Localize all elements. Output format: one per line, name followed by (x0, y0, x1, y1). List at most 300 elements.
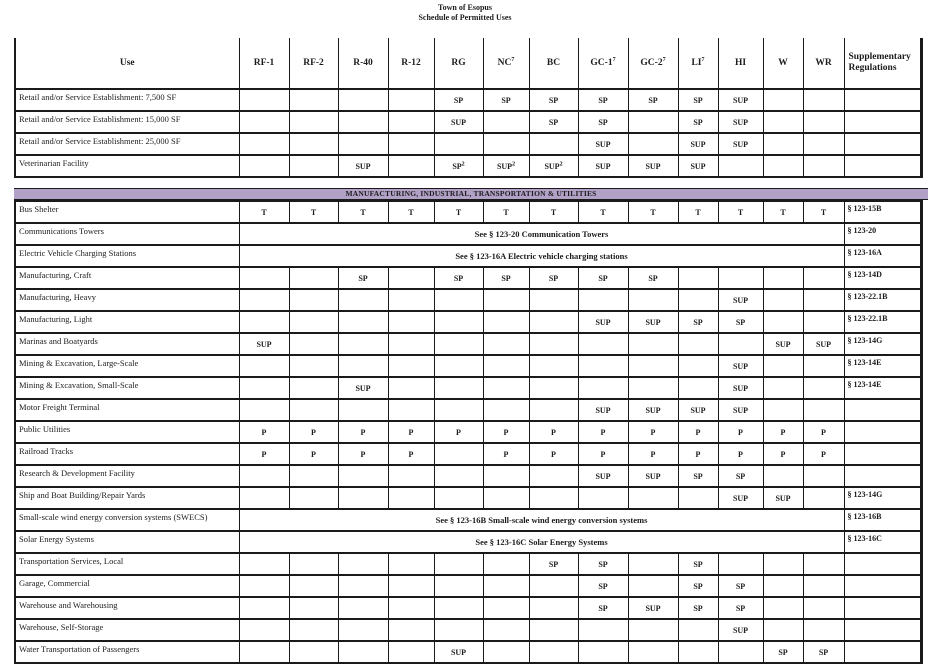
zone-permission-cell-rf-2: T (289, 201, 338, 223)
zone-permission-cell-gc-2: T (628, 201, 678, 223)
zone-permission-cell-bc (529, 133, 578, 155)
superscript: 2 (512, 160, 516, 167)
zone-permission-cell-r-40: SUP (338, 155, 388, 177)
zone-permission-cell-r-12 (388, 487, 434, 509)
supplementary-regulation-cell (844, 641, 921, 663)
use-cell: Retail and/or Service Establishment: 7,500 SF (15, 89, 239, 111)
supplementary-regulation-cell (844, 619, 921, 641)
zone-permission-cell-r-40 (338, 641, 388, 663)
zone-permission-cell-r-40 (338, 465, 388, 487)
column-header-zone-r-12: R-12 (388, 38, 434, 89)
zone-permission-cell-w (763, 267, 803, 289)
zone-permission-cell-hi: SP (718, 311, 763, 333)
zone-permission-cell-wr: P (803, 443, 844, 465)
zone-permission-cell-wr (803, 487, 844, 509)
zone-permission-cell-hi: SUP (718, 377, 763, 399)
zone-permission-cell-gc-2: SUP (628, 155, 678, 177)
zone-permission-cell-gc-2 (628, 111, 678, 133)
zone-permission-cell-r-40: T (338, 201, 388, 223)
table-row (15, 133, 921, 155)
zone-permission-cell-r-40 (338, 597, 388, 619)
zone-permission-cell-gc-2: SUP (628, 399, 678, 421)
zone-permission-cell-li: T (678, 201, 718, 223)
use-cell: Ship and Boat Building/Repair Yards (15, 487, 239, 509)
use-cell: Bus Shelter (15, 201, 239, 223)
zone-permission-cell-wr (803, 465, 844, 487)
use-cell: Water Transportation of Passengers (15, 641, 239, 663)
zone-permission-cell-rf-2 (289, 487, 338, 509)
zone-permission-cell-wr: SP (803, 641, 844, 663)
zone-permission-cell-rf-1 (239, 89, 289, 111)
zone-permission-cell-nc (483, 553, 529, 575)
table-row (15, 553, 921, 575)
zone-permission-cell-w: SP (763, 641, 803, 663)
zone-permission-cell-wr (803, 89, 844, 111)
zone-permission-cell-hi: P (718, 421, 763, 443)
zone-permission-cell-r-12: P (388, 443, 434, 465)
zone-permission-cell-li (678, 487, 718, 509)
table-row (15, 531, 921, 553)
zone-permission-cell-r-40 (338, 399, 388, 421)
zone-permission-cell-rf-1 (239, 355, 289, 377)
zone-permission-cell-rf-1 (239, 465, 289, 487)
zone-permission-cell-rg: SUP (434, 641, 483, 663)
zone-permission-cell-li (678, 377, 718, 399)
zone-permission-cell-gc-2: SUP (628, 597, 678, 619)
zone-permission-cell-bc (529, 465, 578, 487)
use-cell: Solar Energy Systems (15, 531, 239, 553)
column-header-supplementary-regulations: Supplementary Regulations (844, 38, 921, 89)
zone-permission-cell-hi: SUP (718, 399, 763, 421)
zone-permission-cell-rg (434, 443, 483, 465)
zone-permission-cell-r-40 (338, 355, 388, 377)
zone-permission-cell-w (763, 355, 803, 377)
zone-permission-cell-w (763, 597, 803, 619)
zone-permission-cell-rf-2: P (289, 421, 338, 443)
see-reference-cell: See § 123-16A Electric vehicle charging stations (239, 245, 844, 267)
zone-permission-cell-rf-1 (239, 155, 289, 177)
use-cell: Small-scale wind energy conversion systems (SWECS) (15, 509, 239, 531)
zone-permission-cell-gc-1: SP (578, 597, 628, 619)
zone-permission-cell-w (763, 575, 803, 597)
zone-permission-cell-gc-1 (578, 641, 628, 663)
zone-permission-cell-bc (529, 311, 578, 333)
zone-permission-cell-w (763, 289, 803, 311)
zone-permission-cell-rf-2 (289, 597, 338, 619)
zone-permission-cell-gc-1: SUP (578, 399, 628, 421)
table-row (15, 311, 921, 333)
zone-permission-cell-rg: $SP^2$ (434, 155, 483, 177)
supplementary-regulation-cell: § 123-14E (844, 377, 921, 399)
zone-permission-cell-r-40 (338, 111, 388, 133)
zone-permission-cell-rf-2 (289, 399, 338, 421)
supplementary-regulation-cell (844, 553, 921, 575)
table-row (15, 597, 921, 619)
supplementary-regulation-cell: § 123-16B (844, 509, 921, 531)
zone-permission-cell-bc: T (529, 201, 578, 223)
zone-permission-cell-nc (483, 111, 529, 133)
zone-permission-cell-hi (718, 155, 763, 177)
zone-permission-cell-rf-2 (289, 619, 338, 641)
zone-permission-cell-hi: P (718, 443, 763, 465)
zone-permission-cell-r-40 (338, 575, 388, 597)
table-row (15, 223, 921, 245)
zone-permission-cell-nc (483, 487, 529, 509)
zone-permission-cell-nc (483, 311, 529, 333)
use-cell: Warehouse and Warehousing (15, 597, 239, 619)
zone-permission-cell-nc (483, 133, 529, 155)
zone-permission-cell-rf-1 (239, 111, 289, 133)
zone-permission-cell-rg: P (434, 421, 483, 443)
zone-permission-cell-rf-2 (289, 155, 338, 177)
zone-permission-cell-bc: P (529, 421, 578, 443)
zone-permission-cell-bc: P (529, 443, 578, 465)
zone-permission-cell-gc-2 (628, 619, 678, 641)
zone-permission-cell-gc-1: SUP (578, 465, 628, 487)
superscript: 2 (559, 160, 563, 167)
zone-permission-cell-rf-2: P (289, 443, 338, 465)
zone-permission-cell-hi (718, 553, 763, 575)
zone-permission-cell-r-12 (388, 553, 434, 575)
supplementary-regulation-cell (844, 399, 921, 421)
column-header-zone-w: W (763, 38, 803, 89)
zone-permission-cell-nc: SUP$^2$ (483, 155, 529, 177)
supplementary-regulation-cell (844, 421, 921, 443)
zone-permission-cell-w (763, 311, 803, 333)
table-row (15, 333, 921, 355)
zone-permission-cell-r-12 (388, 333, 434, 355)
zone-permission-cell-rf-2 (289, 355, 338, 377)
zone-permission-cell-r-40 (338, 487, 388, 509)
zone-permission-cell-gc-1: T (578, 201, 628, 223)
zone-permission-cell-li: SUP (678, 399, 718, 421)
zone-permission-cell-gc-2: SUP (628, 465, 678, 487)
zone-permission-cell-bc (529, 289, 578, 311)
zone-permission-cell-gc-1: SP (578, 267, 628, 289)
zone-permission-cell-gc-1 (578, 289, 628, 311)
zone-permission-cell-wr (803, 155, 844, 177)
zone-permission-cell-nc (483, 289, 529, 311)
zone-permission-cell-r-12 (388, 355, 434, 377)
zone-permission-cell-rg (434, 289, 483, 311)
zone-permission-cell-rg: SP (434, 89, 483, 111)
column-header-zone-gc-2: $GC-2^7$ (628, 38, 678, 89)
zone-permission-cell-nc (483, 355, 529, 377)
table-row (15, 487, 921, 509)
zone-permission-cell-li: SP (678, 89, 718, 111)
zone-permission-cell-hi: T (718, 201, 763, 223)
use-cell: Motor Freight Terminal (15, 399, 239, 421)
zone-permission-cell-w: T (763, 201, 803, 223)
use-cell: Warehouse, Self-Storage (15, 619, 239, 641)
zone-permission-cell-bc (529, 355, 578, 377)
supplementary-regulation-cell: § 123-14D (844, 267, 921, 289)
zone-permission-cell-wr (803, 619, 844, 641)
use-cell: Mining & Excavation, Large-Scale (15, 355, 239, 377)
zone-permission-cell-r-12 (388, 89, 434, 111)
superscript: 7 (612, 56, 616, 63)
use-cell: Electric Vehicle Charging Stations (15, 245, 239, 267)
zone-permission-cell-wr (803, 399, 844, 421)
zone-permission-cell-r-40: SP (338, 267, 388, 289)
zone-permission-cell-w: SUP (763, 333, 803, 355)
zone-permission-cell-gc-1: SP (578, 553, 628, 575)
zone-permission-cell-wr (803, 355, 844, 377)
zone-permission-cell-bc: SP (529, 553, 578, 575)
supplementary-regulation-cell (844, 597, 921, 619)
zone-permission-cell-wr (803, 553, 844, 575)
zone-permission-cell-rf-1: P (239, 443, 289, 465)
supplementary-regulation-cell: § 123-14G (844, 333, 921, 355)
table-row (15, 619, 921, 641)
table-row (15, 155, 921, 177)
zone-permission-cell-hi: SUP (718, 487, 763, 509)
zone-permission-cell-r-12 (388, 377, 434, 399)
zone-permission-cell-rg (434, 619, 483, 641)
zone-permission-cell-gc-1: SP (578, 111, 628, 133)
zone-permission-cell-wr (803, 133, 844, 155)
zone-permission-cell-hi: SUP (718, 355, 763, 377)
zone-permission-cell-rg: SUP (434, 111, 483, 133)
supplementary-regulation-cell: § 123-14E (844, 355, 921, 377)
zone-permission-cell-w (763, 133, 803, 155)
zone-permission-cell-bc (529, 487, 578, 509)
zone-permission-cell-li: SP (678, 597, 718, 619)
permitted-uses-table-top (14, 38, 923, 178)
zone-permission-cell-rg (434, 597, 483, 619)
zone-permission-cell-r-40 (338, 619, 388, 641)
zone-permission-cell-hi: SUP (718, 133, 763, 155)
zone-permission-cell-rf-2 (289, 333, 338, 355)
zone-permission-cell-r-40 (338, 333, 388, 355)
zone-permission-cell-rg (434, 333, 483, 355)
zone-permission-cell-rf-1 (239, 575, 289, 597)
use-cell: Manufacturing, Heavy (15, 289, 239, 311)
zone-permission-cell-nc (483, 619, 529, 641)
zone-permission-cell-r-12 (388, 133, 434, 155)
zone-permission-cell-rf-1 (239, 311, 289, 333)
zone-permission-cell-li: SUP (678, 155, 718, 177)
zone-permission-cell-r-12 (388, 465, 434, 487)
zone-permission-cell-r-40 (338, 133, 388, 155)
zone-permission-cell-r-12 (388, 311, 434, 333)
zone-permission-cell-wr (803, 289, 844, 311)
zone-permission-cell-rf-2 (289, 553, 338, 575)
zone-permission-cell-nc (483, 575, 529, 597)
zone-permission-cell-li: SP (678, 575, 718, 597)
zone-permission-cell-gc-1 (578, 377, 628, 399)
zone-permission-cell-r-12 (388, 597, 434, 619)
zone-permission-cell-li: P (678, 443, 718, 465)
superscript: 7 (662, 56, 666, 63)
zone-permission-cell-r-12 (388, 575, 434, 597)
zone-permission-cell-w (763, 111, 803, 133)
zone-permission-cell-li (678, 289, 718, 311)
zone-permission-cell-r-12 (388, 641, 434, 663)
zone-permission-cell-rf-1 (239, 619, 289, 641)
supplementary-regulation-cell (844, 133, 921, 155)
zone-permission-cell-r-12 (388, 289, 434, 311)
table-row (15, 575, 921, 597)
zone-permission-cell-nc (483, 465, 529, 487)
use-cell: Communications Towers (15, 223, 239, 245)
zone-permission-cell-bc: SUP$^2$ (529, 155, 578, 177)
zone-permission-cell-hi: SP (718, 575, 763, 597)
zone-permission-cell-r-12 (388, 619, 434, 641)
zone-permission-cell-rg (434, 487, 483, 509)
zone-permission-cell-hi: SP (718, 465, 763, 487)
zone-permission-cell-rg (434, 355, 483, 377)
column-header-zone-li: $LI^7$ (678, 38, 718, 89)
column-header-zone-rf-1: RF-1 (239, 38, 289, 89)
zone-permission-cell-rf-2 (289, 111, 338, 133)
zone-permission-cell-rf-2 (289, 311, 338, 333)
use-cell: Veterinarian Facility (15, 155, 239, 177)
table-row (15, 641, 921, 663)
zone-permission-cell-wr (803, 575, 844, 597)
zone-permission-cell-rf-1 (239, 267, 289, 289)
zone-permission-cell-nc: T (483, 201, 529, 223)
zone-permission-cell-w (763, 465, 803, 487)
zone-permission-cell-bc (529, 399, 578, 421)
table-row (15, 245, 921, 267)
zone-permission-cell-r-12: P (388, 421, 434, 443)
use-cell: Research & Development Facility (15, 465, 239, 487)
column-header-zone-rg: RG (434, 38, 483, 89)
use-cell: Transportation Services, Local (15, 553, 239, 575)
zone-permission-cell-nc: P (483, 421, 529, 443)
zone-permission-cell-rf-2 (289, 465, 338, 487)
zone-permission-cell-w (763, 155, 803, 177)
zone-permission-cell-r-40 (338, 311, 388, 333)
zone-permission-cell-hi: SUP (718, 289, 763, 311)
use-cell: Manufacturing, Craft (15, 267, 239, 289)
zone-permission-cell-wr: SUP (803, 333, 844, 355)
zone-permission-cell-r-40 (338, 89, 388, 111)
zone-permission-cell-rf-1: P (239, 421, 289, 443)
zone-permission-cell-wr: T (803, 201, 844, 223)
zone-permission-cell-wr (803, 597, 844, 619)
zone-permission-cell-gc-2 (628, 289, 678, 311)
use-cell: Railroad Tracks (15, 443, 239, 465)
zone-permission-cell-li (678, 641, 718, 663)
zone-permission-cell-gc-2 (628, 377, 678, 399)
zone-permission-cell-gc-2 (628, 641, 678, 663)
zone-permission-cell-rf-1: T (239, 201, 289, 223)
zone-permission-cell-hi (718, 333, 763, 355)
zone-permission-cell-w (763, 377, 803, 399)
supplementary-regulation-cell (844, 575, 921, 597)
zone-permission-cell-rg (434, 133, 483, 155)
zone-permission-cell-r-40: SUP (338, 377, 388, 399)
zone-permission-cell-wr (803, 267, 844, 289)
zone-permission-cell-gc-2 (628, 575, 678, 597)
column-header-zone-r-40: R-40 (338, 38, 388, 89)
zone-permission-cell-gc-2: SP (628, 267, 678, 289)
zone-permission-cell-li: SUP (678, 133, 718, 155)
zone-permission-cell-li: SP (678, 111, 718, 133)
zone-permission-cell-w (763, 399, 803, 421)
zone-permission-cell-gc-1: SP (578, 575, 628, 597)
column-header-zone-bc: BC (529, 38, 578, 89)
table-row (15, 399, 921, 421)
page-title-line1: Town of Esopus (438, 3, 492, 12)
zone-permission-cell-bc (529, 619, 578, 641)
zone-permission-cell-rf-1 (239, 399, 289, 421)
column-header-zone-gc-1: $GC-1^7$ (578, 38, 628, 89)
zone-permission-cell-rf-2 (289, 377, 338, 399)
zone-permission-cell-gc-2: P (628, 421, 678, 443)
zone-permission-cell-nc: SP (483, 267, 529, 289)
zone-permission-cell-hi: SUP (718, 619, 763, 641)
column-header-zone-wr: WR (803, 38, 844, 89)
zone-permission-cell-wr: P (803, 421, 844, 443)
zone-permission-cell-rg (434, 465, 483, 487)
zone-permission-cell-gc-2: SUP (628, 311, 678, 333)
zone-permission-cell-wr (803, 377, 844, 399)
zone-permission-cell-r-12 (388, 267, 434, 289)
zone-permission-cell-r-40: P (338, 443, 388, 465)
zone-permission-cell-rf-1 (239, 553, 289, 575)
zone-permission-cell-rf-1 (239, 133, 289, 155)
zone-permission-cell-gc-1: SUP (578, 133, 628, 155)
zone-permission-cell-li (678, 267, 718, 289)
supplementary-regulation-cell: § 123-22.1B (844, 289, 921, 311)
zone-permission-cell-r-40 (338, 553, 388, 575)
zone-permission-cell-w: P (763, 443, 803, 465)
use-cell: Mining & Excavation, Small-Scale (15, 377, 239, 399)
superscript: 2 (461, 160, 465, 167)
zone-permission-cell-rf-1 (239, 597, 289, 619)
zone-permission-cell-gc-2 (628, 487, 678, 509)
zone-permission-cell-li (678, 333, 718, 355)
zone-permission-cell-li: SP (678, 311, 718, 333)
supplementary-regulation-cell (844, 155, 921, 177)
zone-permission-cell-hi (718, 641, 763, 663)
see-reference-cell: See § 123-16B Small-scale wind energy conversion systems (239, 509, 844, 531)
zone-permission-cell-bc: SP (529, 89, 578, 111)
zone-permission-cell-nc (483, 333, 529, 355)
zone-permission-cell-li: P (678, 421, 718, 443)
zone-permission-cell-r-12 (388, 155, 434, 177)
zone-permission-cell-rf-2 (289, 641, 338, 663)
table-row (15, 267, 921, 289)
zone-permission-cell-nc (483, 377, 529, 399)
zone-permission-cell-bc (529, 377, 578, 399)
zone-permission-cell-gc-1: SUP (578, 155, 628, 177)
table-row (15, 509, 921, 531)
zone-permission-cell-li: SP (678, 553, 718, 575)
supplementary-regulation-cell: § 123-16C (844, 531, 921, 553)
zone-permission-cell-nc (483, 399, 529, 421)
use-cell: Retail and/or Service Establishment: 15,000 SF (15, 111, 239, 133)
zone-permission-cell-bc (529, 597, 578, 619)
zone-permission-cell-w: SUP (763, 487, 803, 509)
zone-permission-cell-gc-1: SUP (578, 311, 628, 333)
zone-permission-cell-li (678, 619, 718, 641)
column-header-use: Use (15, 38, 239, 89)
supplementary-regulation-cell (844, 465, 921, 487)
zone-permission-cell-w: P (763, 421, 803, 443)
zone-permission-cell-rf-2 (289, 133, 338, 155)
supplementary-regulation-cell: § 123-22.1B (844, 311, 921, 333)
zone-permission-cell-gc-2 (628, 355, 678, 377)
zone-permission-cell-rf-1 (239, 487, 289, 509)
zone-permission-cell-r-40 (338, 289, 388, 311)
superscript: 7 (511, 56, 515, 63)
column-header-zone-rf-2: RF-2 (289, 38, 338, 89)
table-row (15, 89, 921, 111)
